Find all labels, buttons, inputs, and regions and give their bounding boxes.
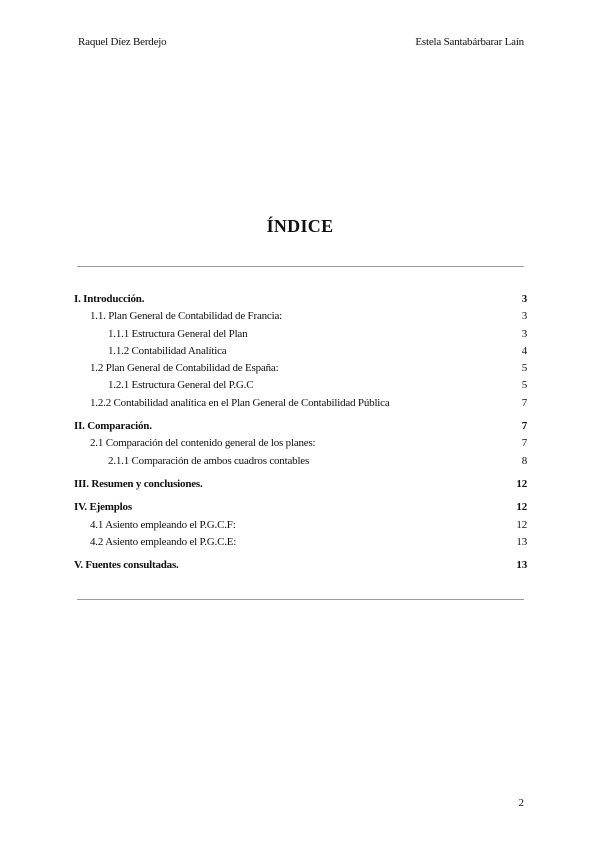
divider-bottom xyxy=(77,599,524,600)
toc-entry[interactable] xyxy=(74,534,527,551)
toc-entry-label: 2.1 Comparación del contenido general de los planes: xyxy=(90,437,316,450)
toc-entry[interactable] xyxy=(74,308,527,325)
toc-entry-label: 1.1.2 Contabilidad Analítica xyxy=(108,344,227,357)
toc-entry-label: V. Fuentes consultadas. xyxy=(74,559,179,572)
toc-entry-page: 7 xyxy=(521,396,527,409)
table-of-contents xyxy=(74,291,527,574)
toc-entry-page: 7 xyxy=(521,437,527,450)
toc-entry-page: 12 xyxy=(516,518,527,531)
toc-entry-page: 8 xyxy=(521,454,527,467)
toc-entry-label: III. Resumen y conclusiones. xyxy=(74,477,203,490)
toc-entry-label: I. Introducción. xyxy=(74,293,145,305)
toc-entry-page: 4 xyxy=(521,344,527,357)
page-title: ÍNDICE xyxy=(266,216,334,236)
toc-entry-page: 3 xyxy=(521,310,527,323)
toc-entry[interactable] xyxy=(74,377,527,394)
toc-entry-page: 3 xyxy=(521,293,527,305)
toc-entry-page: 13 xyxy=(516,559,527,572)
toc-entry[interactable] xyxy=(74,326,527,343)
toc-entry[interactable] xyxy=(74,395,527,412)
header-author-left: Raquel Díez Berdejo xyxy=(78,36,167,48)
toc-entry-label: 1.2 Plan General de Contabilidad de España: xyxy=(90,362,279,375)
header-author-right: Estela Santabárbarar Laín xyxy=(415,36,524,48)
toc-entry[interactable] xyxy=(74,360,527,377)
toc-entry[interactable] xyxy=(74,418,527,435)
toc-entry-label: 1.2.2 Contabilidad analítica en el Plan General de Contabilidad Pública xyxy=(90,396,390,409)
toc-entry[interactable] xyxy=(74,557,527,574)
toc-entry-page: 7 xyxy=(521,420,527,433)
toc-entry-label: 4.1 Asiento empleando el P.G.C.F: xyxy=(90,518,236,531)
toc-entry-label: IV. Ejemplos xyxy=(74,501,132,514)
toc-entry[interactable] xyxy=(74,291,527,308)
page-number: 2 xyxy=(518,797,524,809)
toc-entry[interactable] xyxy=(74,453,527,470)
toc-entry[interactable] xyxy=(74,499,527,516)
toc-entry[interactable] xyxy=(74,517,527,534)
toc-entry-page: 3 xyxy=(521,327,527,340)
divider-top xyxy=(77,266,524,267)
toc-entry-label: 1.1.1 Estructura General del Plan xyxy=(108,327,248,340)
toc-entry[interactable] xyxy=(74,476,527,493)
toc-entry-page: 12 xyxy=(516,501,527,514)
toc-entry-page: 12 xyxy=(516,477,527,490)
toc-entry-label: 2.1.1 Comparación de ambos cuadros contables xyxy=(108,454,310,467)
toc-entry[interactable] xyxy=(74,343,527,360)
toc-entry-label: 1.2.1 Estructura General del P.G.C xyxy=(108,379,254,392)
toc-entry[interactable] xyxy=(74,435,527,452)
toc-entry-label: 4.2 Asiento empleando el P.G.C.E: xyxy=(90,535,237,548)
toc-entry-label: II. Comparación. xyxy=(74,420,152,433)
toc-entry-page: 13 xyxy=(516,535,527,548)
toc-entry-page: 5 xyxy=(521,379,527,392)
toc-entry-page: 5 xyxy=(521,362,527,375)
toc-entry-label: 1.1. Plan General de Contabilidad de Francia: xyxy=(90,310,282,323)
